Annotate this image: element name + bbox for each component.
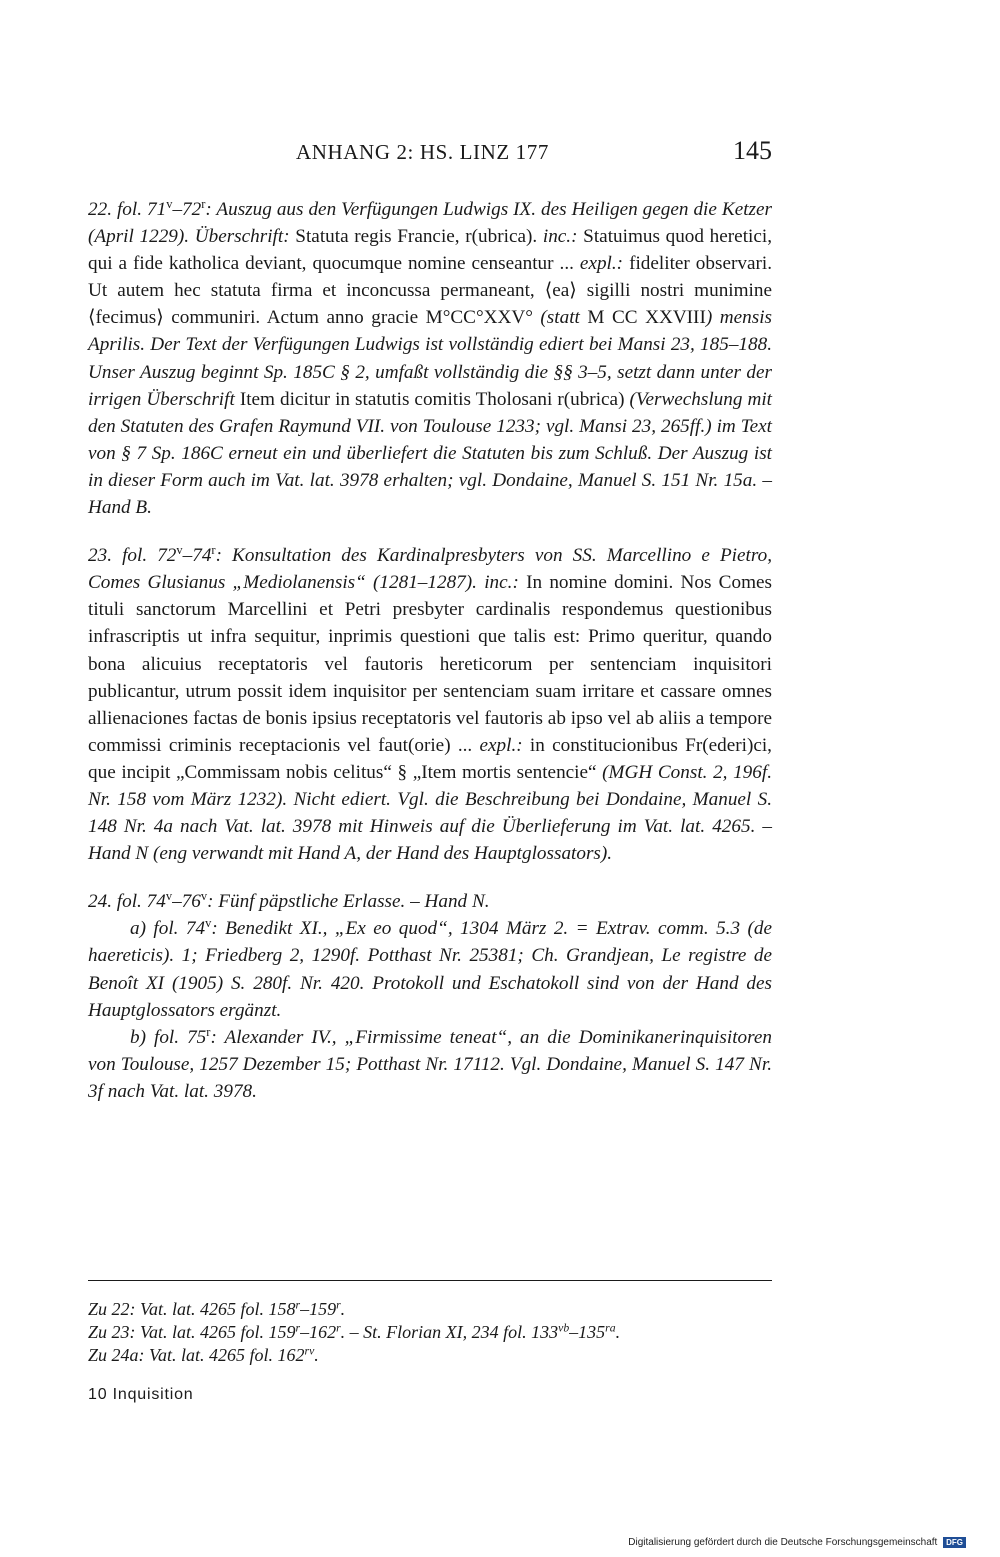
running-head xyxy=(88,136,772,170)
entry-24a-sup-1: v xyxy=(205,916,212,931)
dfg-logo: DFG xyxy=(943,1537,966,1548)
entry-22-sup-2: r xyxy=(201,197,206,212)
footnote-24a-end: . xyxy=(314,1345,319,1365)
entry-24-desc-1: : Fünf päpstliche Erlasse. – Hand N. xyxy=(207,891,490,913)
entry-24b xyxy=(88,1024,772,1105)
entry-23-lead-dash: –74 xyxy=(182,545,212,567)
entry-22-statt: (statt xyxy=(540,307,580,329)
footnote-22-mid: –159 xyxy=(300,1299,337,1319)
entry-22-text-1: Statuta regis Francie, r(ubrica). xyxy=(289,226,543,248)
footnote-24a-sup-1: rv xyxy=(304,1344,315,1358)
entry-24-sup-2: v xyxy=(200,889,208,904)
document-body xyxy=(88,196,772,1105)
entry-23-expl: expl.: xyxy=(479,734,523,756)
entry-23-sup-2: r xyxy=(211,543,216,558)
entry-23-text-2: in constitucionibus Fr(ederi)ci, que incipit „Commissam nobis celitus“ § „Item mortis sentencie“ xyxy=(88,734,772,783)
entry-24b-desc-1: : Alexander IV., „Firmissime teneat“, an die Dominikanerinquisitoren von Toulouse, 1257 Dezember 15; Potthast Nr. 17112. Vgl. Dondaine, Manuel S. 147 Nr. 3f nach Vat. lat. 3978. xyxy=(88,1026,772,1102)
entry-23-desc-2: (MGH Const. 2, 196f. Nr. 158 vom März 1232). Nicht ediert. Vgl. die Beschreibung bei Dondaine, Manuel S. 148 Nr. 4a nach Vat. lat. 3978 mit Hinweis auf die Überlieferung im Vat. lat. 4265. – Hand N (eng verwandt mit Hand A, der Hand des Hauptglossators). xyxy=(88,761,772,865)
entry-24a-lead: a) fol. 74 xyxy=(130,918,206,940)
footnote-23-mid-2: . – St. Florian XI, 234 fol. 133 xyxy=(340,1322,559,1342)
entry-22-lead: 22. fol. 71 xyxy=(88,199,167,220)
footnote-22-sup-1: r xyxy=(295,1298,301,1312)
entry-22-desc-1: : Auszug aus den Verfügungen Ludwigs IX. des Heiligen gegen die Ketzer (April 1229). Überschrift: xyxy=(88,199,772,248)
entry-22-sup-1: v xyxy=(166,197,173,212)
entry-22-text-3: fideliter observari. Ut autem hec statuta firma et inconcussa permaneant, ⟨ea⟩ sigilli nostri munimine ⟨fecimus⟩ communiri. Actum anno gracie M°CC°XXV° xyxy=(88,253,772,329)
entry-22-desc-2: ) mensis Aprilis. Der Text der Verfügungen Ludwigs ist vollständig ediert bei Mansi 23, 185–188. Unser Auszug beginnt Sp. 185C § 2, umfaßt vollständig die §§ 3–5, setzt dann unter der irrigen Überschrift xyxy=(88,307,772,410)
entry-22-desc-3: (Verwechslung mit den Statuten des Grafen Raymund VII. von Toulouse 1233; vgl. Mansi 23, 265ff.) im Text von § 7 Sp. 186C erneut ein und überliefert die Statuten bis zum Schluß. Der Auszug ist in dieser Form auch im Vat. lat. 3978 erhalten; vgl. Dondaine, Manuel S. 151 Nr. 15a. – Hand B. xyxy=(88,388,772,519)
footnote-23-sup-1: r xyxy=(295,1321,301,1335)
footnote-22-sup-2: r xyxy=(336,1298,341,1312)
entry-24a xyxy=(88,915,772,1023)
entry-23-lead: 23. fol. 72 xyxy=(88,545,177,567)
entry-22-text-4: M CC XXVIII xyxy=(579,307,706,329)
digitization-credit xyxy=(628,1537,966,1548)
entry-22 xyxy=(88,196,772,521)
entry-23-desc-1: : Konsultation des Kardinalpresbyters von SS. Marcellino e Pietro, Comes Glusianus „Mediolanensis“ (1281–1287). inc.: xyxy=(88,545,772,594)
page-number: 145 xyxy=(733,136,772,165)
entry-22-expl: expl.: xyxy=(579,253,624,275)
footnotes xyxy=(88,1298,788,1367)
digitization-credit-text: Digitalisierung gefördert durch die Deutsche Forschungsgemeinschaft xyxy=(628,1537,938,1549)
entry-24b-lead: b) fol. 75 xyxy=(130,1026,207,1048)
footnote-23 xyxy=(88,1321,788,1344)
footnote-23-sup-2: r xyxy=(336,1321,341,1335)
entry-23-sup-1: v xyxy=(176,543,183,558)
footnote-22 xyxy=(88,1298,788,1321)
running-head-title: ANHANG 2: HS. LINZ 177 xyxy=(296,140,549,164)
entry-23 xyxy=(88,542,772,867)
entry-24-sup-1: v xyxy=(165,889,173,904)
entry-23-text-1: In nomine domini. Nos Comes tituli sanctorum Marcellini et Petri presbyter cardinalis respondemus questionibus infrascriptis ut infra sequitur, inprimis questioni que talis est: Primo queritur, quando bona alicuius receptatoris vel fautoris hereticorum per sentenciam inquisitori publicantur, utrum possit idem inquisitor per sentenciam suam irritare et cassare omnes allienaciones factas de bonis ipsius receptatoris vel fautoris ab ipso vel ab aliis a tempore commissi criminis receptacionis vel faut(orie) ... xyxy=(88,572,772,756)
footnote-24a-text: Zu 24a: Vat. lat. 4265 fol. 162 xyxy=(88,1345,305,1365)
footnote-23-mid-3: –135 xyxy=(569,1322,606,1342)
entry-24-lead-dash: –76 xyxy=(172,891,201,913)
footnote-23-end: . xyxy=(615,1322,621,1342)
sheet-signature: 10 Inquisition xyxy=(88,1386,194,1403)
footnote-23-sup-4: ra xyxy=(605,1321,616,1335)
footnote-24a xyxy=(88,1344,788,1367)
footnote-22-text: Zu 22: Vat. lat. 4265 fol. 158 xyxy=(88,1299,296,1319)
entry-24b-sup-1: r xyxy=(206,1024,211,1039)
entry-22-lead-dash: –72 xyxy=(172,199,202,220)
entry-22-text-2: Statuimus quod heretici, qui a fide katholica deviant, quocumque nomine censeantur ... xyxy=(88,226,772,275)
entry-24-lead: 24. fol. 74 xyxy=(88,891,166,913)
entry-22-text-5: Item dicitur in statutis comitis Tholosani r(ubrica) xyxy=(234,388,630,410)
footnote-22-end: . xyxy=(340,1299,346,1319)
footnote-23-mid: –162 xyxy=(300,1322,337,1342)
entry-22-inc: inc.: xyxy=(542,226,578,248)
footnote-23-text: Zu 23: Vat. lat. 4265 fol. 159 xyxy=(88,1322,296,1342)
footnote-rule xyxy=(88,1280,772,1281)
entry-24 xyxy=(88,888,772,915)
entry-24a-desc-1: : Benedikt XI., „Ex eo quod“, 1304 März 2. = Extrav. comm. 5.3 (de haereticis). 1; Friedberg 2, 1290f. Potthast Nr. 25381; Ch. Grandjean, Le registre de Benoît XI (1905) S. 280f. Nr. 420. Protokoll und Eschatokoll sind von der Hand des Hauptglossators ergänzt. xyxy=(88,918,772,1021)
footnote-23-sup-3: vb xyxy=(558,1321,570,1335)
